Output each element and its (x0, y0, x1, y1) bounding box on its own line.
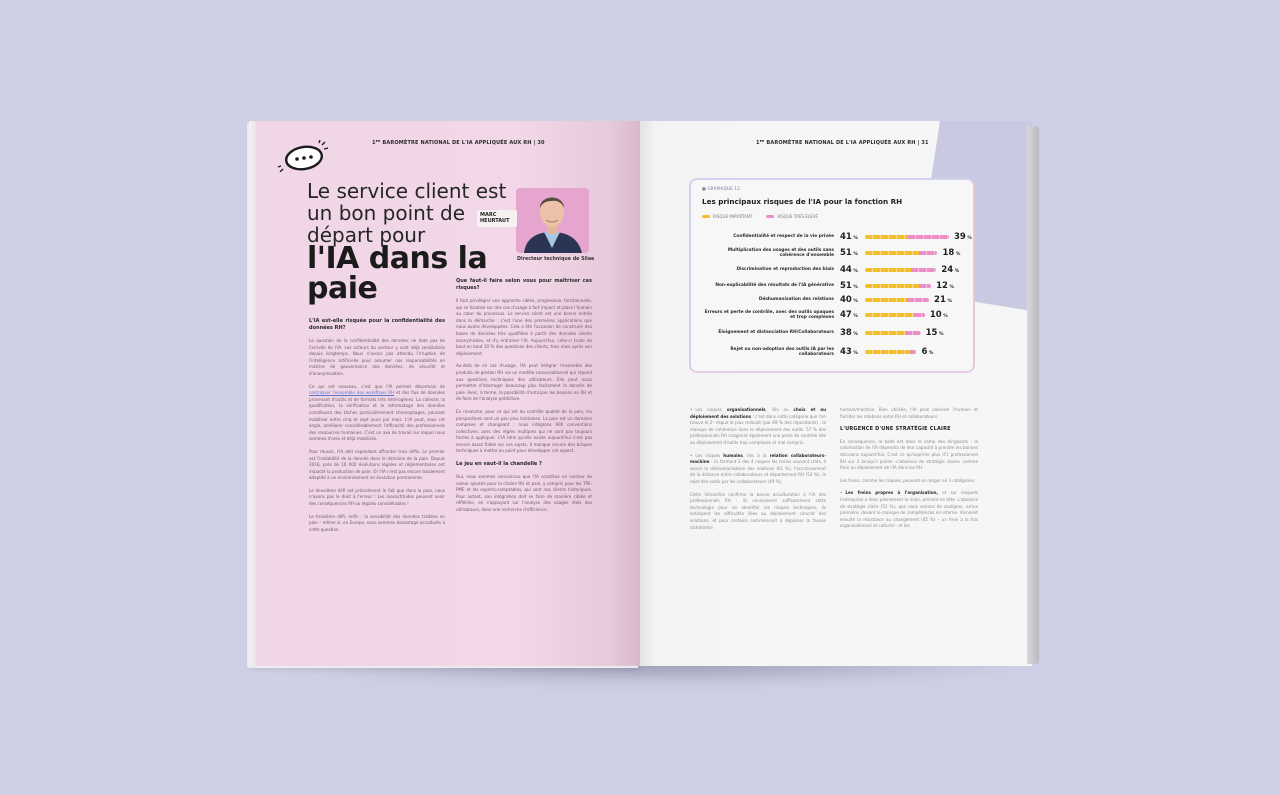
bar-segment-very-high (911, 268, 936, 272)
stacked-bar (865, 350, 916, 354)
person-first-name: MARC (480, 212, 497, 218)
stacked-bar (865, 331, 921, 335)
question-heading: Le jeu en vaut-il la chandelle ? (456, 461, 542, 468)
row-label: Erreurs et perte de contrôle, avec des outils opaques et trop complexes (704, 309, 834, 320)
bullet-organisationnels: • Les risques organisationnels, liés au choix et au déploiement des solutions : c'est dans cette catégorie que l'on trouve le 2ᵉ risque le plus redouté (par 69 % des répondants) : le manque de cohérence dans le déploiement des outils. 57 % des professionnels RH craignent également une perte de contrôle liée au déploiement d'outils trop complexes et mal compris. (690, 407, 827, 445)
value-important: 38 % (840, 328, 858, 338)
workflows-link[interactable]: centraliser l'ensemble des workflows RH (309, 390, 395, 396)
article-title-bold: l'IA dans la paie (307, 241, 488, 306)
row-label: Rejet ou non-adoption des outils IA par les collaborateurs (730, 346, 834, 357)
right-running-head: 1ᴱᴿ BAROMÈTRE NATIONAL DE L'IA APPLIQUÉE AUX RH | 31 (756, 140, 929, 146)
bar-segment-very-high (919, 284, 932, 288)
left-column-1 (309, 318, 445, 539)
bar-segment-very-high (908, 235, 949, 239)
bar-segment-very-high (914, 313, 925, 317)
person-last-name: HEURTAUT (480, 218, 510, 224)
stacked-bar (865, 313, 925, 317)
value-very-high: 10 % (929, 310, 948, 320)
row-label: Non-explicabilité des résultats de l'IA générative (715, 283, 834, 289)
portrait-photo (516, 188, 589, 253)
question-heading: L'IA est-elle risquée pour la confidentialité des données RH? (309, 318, 445, 331)
value-very-high: 12 % (936, 281, 955, 291)
stacked-bar (865, 284, 931, 288)
paragraph: humain/machine. Bien utilisée, l'IA peut valoriser l'humain et faciliter les relations entre RH et collaborateurs. (840, 407, 978, 419)
bullet-icon: • (690, 452, 693, 458)
section-heading: L'URGENCE D'UNE STRATÉGIE CLAIRE (840, 426, 951, 433)
bullet-freins: • Les freins propres à l'organisation, et sur lesquels l'entreprise a donc pleinement la main, arrivent en tête. L'absence de stratégie claire (52 %), que nous venons de souligner, arrive première, devant le manque de compétences en interne. Viennent ensuite la résistance au changement (45 %) – un frein à la fois organisationnel et culturel – et les (840, 490, 978, 529)
chart-row (702, 292, 952, 308)
row-label: Éloignement et distanciation RH/Collaborateurs (718, 330, 834, 336)
chart-row (702, 325, 944, 341)
speech-bubble-icon (277, 140, 329, 172)
row-label: Multiplication des usages et des outils sans cohérence d'ensemble (727, 247, 834, 258)
value-important: 51 % (840, 248, 858, 258)
value-very-high: 15 % (925, 328, 944, 338)
bar-segment-important (865, 268, 911, 272)
bar-segment-very-high (919, 251, 938, 255)
legend-swatch-pink (766, 215, 774, 218)
bar-segment-important (865, 313, 914, 317)
value-important: 44 % (840, 265, 858, 275)
chart-kicker: ■ GRAPHIQUE 13 (702, 186, 740, 191)
paragraph: Oui, nous sommes convaincus que l'IA constitue un vecteur de valeur ajoutée pour la chaîne RH et paie, y compris pour les TPE-PME et les experts-comptables, qui sont nos clients historiques. Pour autant, son intégration doit se faire de manière ciblée et réfléchie, en s'appuyant sur l'analyse des usages réels des utilisateurs, dans une recherche d'efficience. (456, 474, 592, 513)
paragraph: Les freins, comme les risques, peuvent se ranger en 3 catégories : (840, 477, 977, 483)
value-very-high: 6 % (921, 347, 934, 357)
value-important: 41 % (840, 232, 858, 242)
row-label: Déshumanisation des relations (758, 297, 834, 303)
right-column-2 (840, 407, 978, 536)
bar-segment-important (865, 284, 919, 288)
question-heading: Que faut-il faire selon vous pour maîtriser ces risques? (456, 278, 592, 291)
paragraph: En conséquence, la balle est dans le camp des dirigeants : la valorisation de l'IA dépendra de leur capacité à prendre les bonnes décisions aujourd'hui. C'est ce qu'exprime plus d'1 professionnel RH sur 2 lorsqu'il pointe «l'absence de stratégie claire» comme frein au déploiement de l'IA dans les RH. (840, 438, 978, 471)
bar-segment-very-high (907, 298, 929, 302)
chart-row (702, 262, 959, 278)
bar-segment-important (865, 331, 905, 335)
value-very-high: 24 % (941, 265, 960, 275)
legend-item-important: RISQUE IMPORTANT (702, 214, 752, 219)
bar-segment-important (865, 251, 919, 255)
stacked-bar (865, 298, 929, 302)
value-very-high: 21 % (934, 295, 952, 305)
paragraph: En revanche, pour ce qui est du contrôle qualité de la paie, les perspectives sont un peu plus lointaines. La paie est un domaine complexe et changeant : nous intégrons 900 conventions collectives, avec des règles multiples qui ne sont pas toujours faciles à appliquer. L'IA telle qu'elle existe aujourd'hui n'est pas encore assez fiable sur ces sujets. Il manque encore des briques techniques à mettre au point pour développer cet aspect. (456, 408, 592, 454)
row-label: Discrimination et reproduction des biais (736, 267, 834, 273)
paragraph: La question de la confidentialité des données ne date pas de l'arrivée de l'IA. Les acteurs du secteur y sont déjà sensibilisés depuis longtemps. Nous n'avons pas attendu l'irruption de l'intelligence artificielle pour assumer nos responsabilités en matière de gouvernance des données, de sécurité et d'anonymisation. (309, 338, 445, 376)
paragraph: Le troisième défi, enfin : la sensibilité des données traitées en paie – même si, en Europe, nous sommes davantage acculturés à cette question. (309, 513, 445, 532)
value-important: 40 % (840, 295, 858, 305)
chart-row (702, 307, 948, 323)
chart-legend (702, 214, 818, 219)
chart-row (702, 229, 972, 245)
person-name-tag (477, 210, 517, 227)
bullet-humains: • Les risques humains, liés à la relation collaborateurs-machine : ils forment 3 des 4 risques les moins souvent cités, à savoir la déshumanisation des relations (61 %), l'accroissement de la distance entre collaborateurs et département RH (53 %), le rejet des outils par les collaborateurs (49 %). (690, 452, 827, 484)
chart-row (702, 344, 933, 360)
value-important: 51 % (840, 281, 858, 291)
left-running-head: 1ᴱᴿ BAROMÈTRE NATIONAL DE L'IA APPLIQUÉE AUX RH | 30 (372, 140, 545, 146)
chart-title: Les principaux risques de l'IA pour la fonction RH (702, 197, 903, 206)
paragraph: Ce qui est nouveau, c'est que l'IA permet désormais de centraliser l'ensemble des workflows RH et des flux de données provenant d'outils et de formats très hétérogènes. La collecte, la qualification, la vérification et le reformatage des données constituent des tâches particulièrement chronophages, pouvant mobiliser entre cinq et sept jours par mois. L'IA peut, sous cet angle, améliorer considérablement l'efficacité des professionnels des ressources humaines. C'est un axe de travail sur lequel nous sommes d'ores et déjà mobilisés. (309, 383, 445, 442)
paragraph: Cette hiérarchie confirme la bonne acculturation à l'IA des professionnels RH : ils connaissent suffisamment cette technologie pour en identifier les risques techniques, ils anticipent les difficultés liées au déploiement concret des solutions, et pour certains commencent à dépasser la fausse dichotomie (690, 491, 826, 530)
paragraph: Le deuxième défi est précisément le fait que dans la paie, nous n'avons pas le droit à l'erreur ! Les inexactitudes peuvent avoir des conséquences RH ou légales considérables ! (309, 487, 445, 507)
left-column-2 (456, 278, 592, 520)
paragraph: Pour réussir, l'IA doit cependant affronter trois défis. Le premier est l'instabilité de la donnée dans le domaine de la paie. Depuis 2016, près de 16 000 évolutions légales et réglementaires ont impacté la production de paie. Or l'IA n'est pas encore totalement adaptée à un environnement en évolution permanente. (309, 448, 445, 481)
value-very-high: 39 % (953, 232, 972, 242)
bar-segment-very-high (905, 331, 921, 335)
paragraph: Au-delà de ce cas d'usage, l'IA peut intégrer l'ensemble des produits de gestion RH via un modèle conversationnel qui répond aux questions techniques des utilisateurs. Elle peut aussi permettre d'interroger beaucoup plus facilement la donnée de paie. Avec, à terme, la possibilité d'anticiper les besoins en RH et de faire de l'analyse prédictive. (456, 363, 592, 402)
legend-swatch-yellow (702, 215, 710, 218)
legend-item-very-high: RISQUE TRÈS ÉLEVÉ (766, 214, 817, 219)
value-important: 47 % (840, 310, 858, 320)
stacked-bar (865, 268, 936, 272)
person-role: Directeur technique de Silae (517, 257, 595, 262)
row-label: Confidentialité et respect de la vie privée (733, 234, 834, 240)
bar-segment-very-high (910, 350, 916, 354)
article-title-light: Le service client est un bon point de départ pour (307, 179, 507, 247)
bar-segment-important (865, 235, 908, 239)
paragraph: Il faut privilégier une approche ciblée, progressive, fonctionnelle, qui se focalise sur des cas d'usage à fort impact et place l'humain au cœur du processus. Le service client est une bonne entrée dans la démarche : c'est l'une des premières applications que nous avons développées. Cela a été l'occasion de construire des bases de données très qualifiées à partir des données clients anonymisées, et d'y entraîner l'IA. Aujourd'hui, celle-ci traite de bout en bout 10 % des questions des clients, trois mois après son déploiement. (456, 298, 592, 356)
value-important: 43 % (840, 347, 858, 357)
stacked-bar (865, 251, 937, 255)
bullet-icon: • (840, 490, 843, 496)
bar-segment-important (865, 350, 910, 354)
right-column-1 (690, 407, 826, 537)
bar-segment-important (865, 298, 907, 302)
chart-row (702, 245, 960, 261)
page-edge (1027, 126, 1039, 664)
stacked-bar (865, 235, 949, 239)
value-very-high: 18 % (942, 248, 961, 258)
bullet-icon: • (690, 407, 693, 412)
